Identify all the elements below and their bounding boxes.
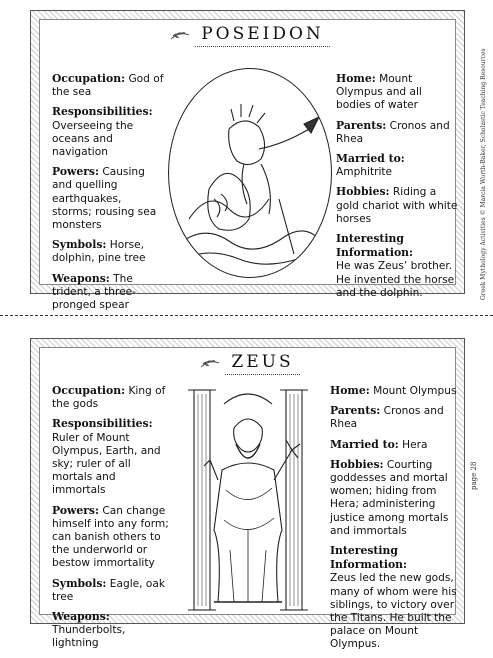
field-value: Thunderbolts, lightning [52,624,126,650]
field-value: Causing and quelling earthquakes, storms; rousing sea monsters [52,166,157,232]
field-label: Hobbies: [330,457,384,471]
cut-line [0,315,493,316]
side-credit: Greek Mythology Activities © Marcia Worth-Baker, Scholastic Teaching Resources [480,48,487,300]
laurel-icon [169,29,191,41]
field-value: Mount Olympus and all bodies of water [336,73,422,112]
field-value: Amphitrite [336,166,393,179]
field-value: Hera [402,438,428,451]
field-label: Symbols: [52,576,107,590]
poseidon-drawing [169,69,331,277]
field-value: Riding a gold chariot with white horses [336,186,458,225]
zeus-powers [52,504,170,571]
laurel-icon [199,357,221,369]
poseidon-symbols [52,238,164,265]
field-value: Ruler of Mount Olympus, Earth, and sky; ruler of all mortals and immortals [52,431,161,497]
page-number: page 28 [470,461,478,490]
field-label: Powers: [52,165,99,179]
field-label: Parents: [336,118,387,132]
field-label: Weapons: [52,271,110,285]
poseidon-hobbies [336,185,458,226]
poseidon-right-column [336,72,458,306]
zeus-parents [330,404,458,431]
zeus-home [330,384,458,398]
zeus-illustration [174,380,322,616]
poseidon-parents [336,119,458,146]
field-value: Eagle, oak tree [52,577,166,603]
poseidon-left-column [52,72,164,318]
zeus-weapons [52,610,170,651]
field-label: Home: [330,384,370,397]
poseidon-weapons [52,272,164,313]
field-value: Mount Olympus [373,385,457,397]
zeus-interesting [330,544,458,652]
zeus-occupation [52,384,170,411]
field-value: Cronos and Rhea [336,119,450,145]
zeus-married [330,438,458,452]
poseidon-powers [52,165,164,232]
field-label: Interesting Information: [336,232,413,260]
field-value: Zeus led the new gods, many of whom were his siblings, to victory over the Titans. He built the palace on Mount Olympus. [330,572,457,651]
field-label: Weapons: [52,610,110,624]
zeus-title-bar [40,352,455,382]
poseidon-title: POSEIDON [195,24,330,47]
zeus-card-inner [39,347,457,651]
field-value: He was Zeus’ brother. He invented the horse and the dolphin. [336,260,455,299]
field-label: Parents: [330,404,381,418]
field-value: King of the gods [52,385,166,411]
poseidon-home [336,72,458,113]
field-label: Responsibilities: [52,417,153,431]
field-label: Responsibilities: [52,105,153,119]
field-label: Interesting Information: [330,544,407,572]
field-value: Overseeing the oceans and navigation [52,119,134,159]
poseidon-title-bar [40,24,455,54]
zeus-title: ZEUS [225,352,299,375]
zeus-right-column [330,384,458,658]
field-label: Powers: [52,503,99,517]
zeus-card [30,338,465,651]
field-value: The trident, a three-pronged spear [52,272,137,312]
field-value: Can change himself into any form; can banish others to the underworld or bestow immortality [52,504,169,570]
zeus-drawing [174,380,322,616]
field-label: Occupation: [52,384,126,397]
field-value: Horse, dolphin, pine tree [52,239,146,265]
zeus-responsibilities [52,417,170,497]
poseidon-card-inner [39,19,458,312]
poseidon-illustration [168,68,332,278]
field-value: Courting goddesses and mortal women; hiding from Hera; administering justice among mortals and immortals [330,458,449,537]
zeus-left-column [52,384,170,657]
poseidon-occupation [52,72,164,99]
zeus-symbols [52,577,170,604]
field-label: Married to: [330,437,399,451]
field-label: Married to: [336,152,405,166]
poseidon-married [336,152,458,179]
zeus-hobbies [330,458,458,538]
field-label: Occupation: [52,72,126,85]
field-label: Home: [336,72,376,85]
poseidon-interesting [336,232,458,300]
poseidon-card [30,10,465,312]
field-value: God of the sea [52,73,164,99]
field-label: Symbols: [52,238,107,252]
poseidon-responsibilities [52,105,164,159]
field-label: Hobbies: [336,185,390,199]
field-value: Cronos and Rhea [330,405,444,431]
